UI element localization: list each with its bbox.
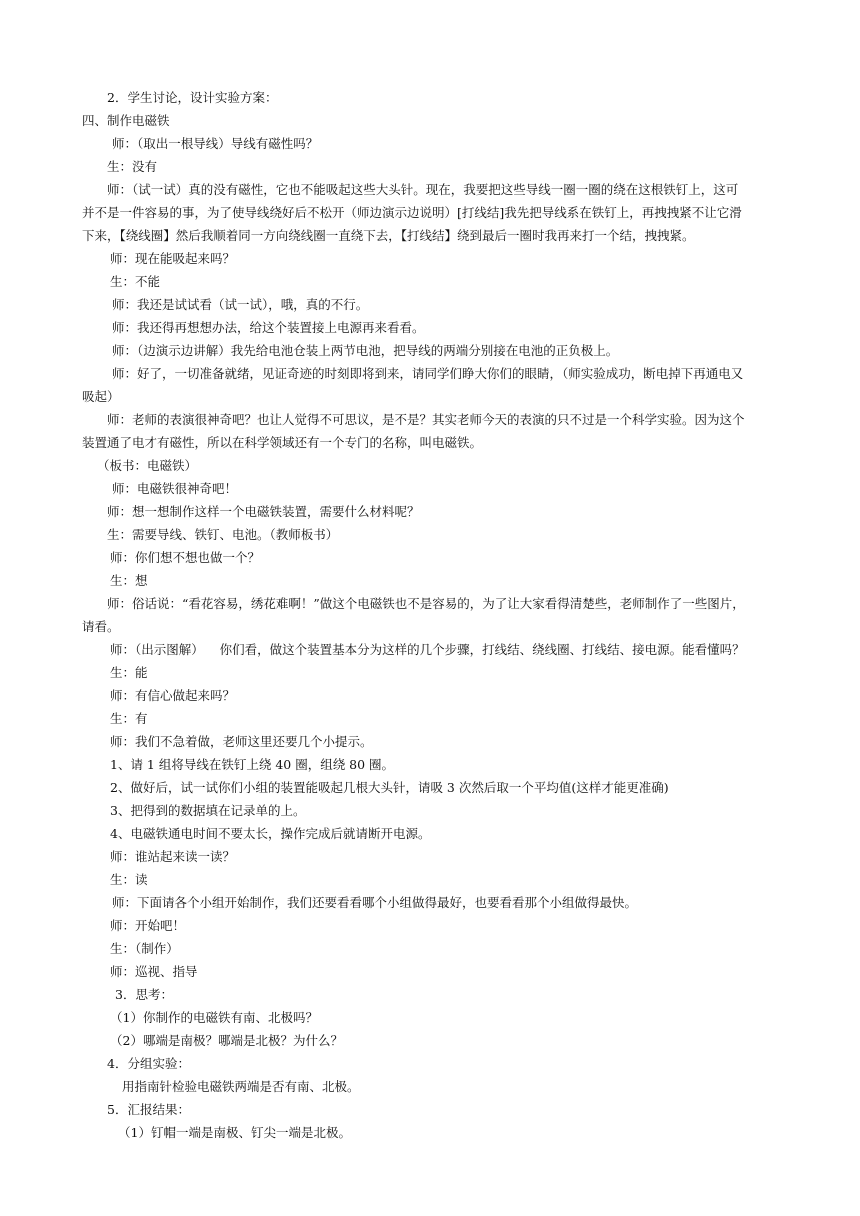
- text-line: 师：（取出一根导线）导线有磁性吗？: [112, 136, 319, 151]
- list-item: （2）哪端是南极？哪端是北极？为什么？: [110, 1033, 343, 1048]
- text-line: 4．分组实验：: [107, 1056, 190, 1071]
- text-line: 师：巡视、指导: [110, 964, 198, 979]
- text-line: 师：你们想不想也做一个？: [110, 550, 261, 565]
- text-line: 师：老师的表演很神奇吧？也让人觉得不可思议，是不是？其实老师今天的表演的只不过是一个科学实验。因为这个: [107, 412, 745, 427]
- text-line: 师：好了，一切准备就绪，见证奇迹的时刻即将到来，请同学们睁大你们的眼睛，（师实验成功，断电掉下再通电又: [112, 366, 744, 381]
- text-line: 师：（边演示边讲解）我先给电池仓装上两节电池，把导线的两端分别接在电池的正负极上。: [112, 343, 619, 358]
- list-item: 2、做好后，试一试你们小组的装置能吸起几根大头针，请吸 3 次然后取一个平均值(这样才能更准确): [110, 780, 669, 795]
- text-line: （板书：电磁铁）: [97, 458, 198, 473]
- text-line: 师：我们不急着做，老师这里还要几个小提示。: [110, 734, 373, 749]
- text-line: 师：（出示图解） 你们看，做这个装置基本分为这样的几个步骤，打线结、绕线圈、打线结、接电源。能看懂吗？: [110, 642, 745, 657]
- list-item: （1）钉帽一端是南极、钉尖一端是北极。: [118, 1125, 351, 1140]
- text-line: 生：想: [110, 573, 148, 588]
- text-line: 师：现在能吸起来吗？: [110, 251, 236, 266]
- text-line: 3．思考：: [115, 987, 173, 1002]
- text-line: 吸起）: [82, 389, 120, 404]
- text-line: 师：俗话说：“看花容易，绣花难啊！”做这个电磁铁也不是容易的，为了让大家看得清楚些，老师制作了一些图片，: [107, 596, 745, 611]
- text-line: 师：下面请各个小组开始制作，我们还要看看哪个小组做得最好，也要看看那个小组做得最快。: [112, 895, 638, 910]
- text-line: 5．汇报结果：: [107, 1102, 190, 1117]
- text-line: 装置通了电才有磁性，所以在科学领域还有一个专门的名称，叫电磁铁。: [82, 435, 483, 450]
- text-line: 生：有: [110, 711, 148, 726]
- list-item: 4、电磁铁通电时间不要太长，操作完成后就请断开电源。: [110, 826, 431, 841]
- list-item: 3、把得到的数据填在记录单的上。: [110, 803, 306, 818]
- text-line: 师：电磁铁很神奇吧！: [112, 481, 238, 496]
- text-line: 生：（制作）: [110, 941, 179, 956]
- text-line: 师：想一想制作这样一个电磁铁装置，需要什么材料呢？: [107, 504, 420, 519]
- list-item: 1、请 1 组将导线在铁钉上绕 40 圈，组绕 80 圈。: [110, 757, 395, 772]
- text-line: 师：我还是试试看（试一试），哦，真的不行。: [112, 297, 369, 312]
- text-line: 师：开始吧！: [110, 918, 186, 933]
- text-line: 生：读: [110, 872, 148, 887]
- text-line: 师：（试一试）真的没有磁性，它也不能吸起这些大头针。现在，我要把这些导线一圈一圈的绕在这根铁钉上，这可: [107, 182, 739, 197]
- text-line: 2．学生讨论，设计实验方案：: [107, 90, 278, 105]
- text-line: 师：有信心做起来吗？: [110, 688, 236, 703]
- text-line: 师：我还得再想想办法，给这个装置接上电源再来看看。: [112, 320, 425, 335]
- text-line: 师：谁站起来读一读？: [110, 849, 236, 864]
- list-item: （1）你制作的电磁铁有南、北极吗？: [110, 1010, 318, 1025]
- text-line: 请看。: [82, 619, 120, 634]
- text-line: 生：没有: [107, 159, 158, 174]
- text-line: 生：不能: [110, 274, 161, 289]
- text-line: 下来，【绕线圈】然后我顺着同一方向绕线圈一直绕下去，【打线结】绕到最后一圈时我再来打一个结，拽拽紧。: [82, 228, 695, 243]
- text-line: 生：能: [110, 665, 148, 680]
- text-line: 生：需要导线、铁钉、电池。（教师板书）: [107, 527, 339, 542]
- text-line: 并不是一件容易的事，为了使导线绕好后不松开（师边演示边说明）[打线结]我先把导线系在铁钉上，再拽拽紧不让它滑: [82, 205, 742, 220]
- section-heading: 四、制作电磁铁: [82, 113, 170, 128]
- text-line: 用指南针检验电磁铁两端是否有南、北极。: [122, 1079, 360, 1094]
